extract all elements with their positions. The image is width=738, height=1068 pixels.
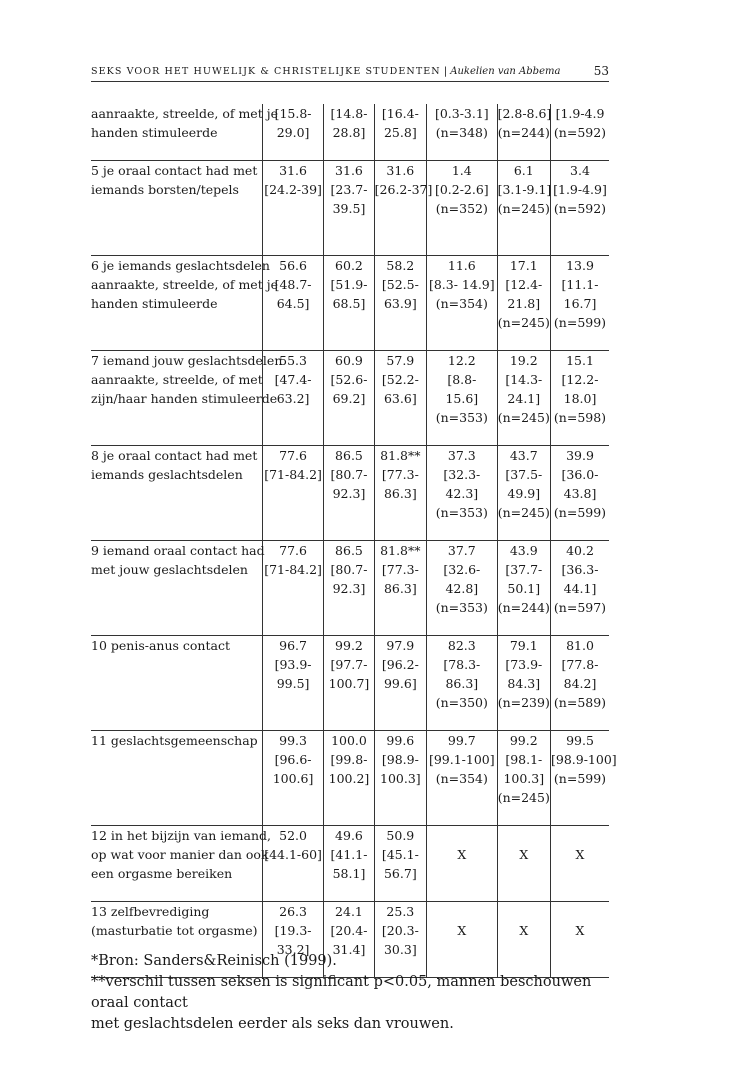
cell-line: 99.6] <box>383 675 417 691</box>
cell-line: (n=599) <box>553 770 607 786</box>
cell-ref-women <box>497 160 550 255</box>
cell-ref-women <box>497 540 550 635</box>
cell-line: [36.0- <box>561 466 599 482</box>
cell-line: 24.1] <box>507 390 541 406</box>
cell-line: 12.2 <box>447 352 476 368</box>
cell-line: 82.3 <box>447 637 476 653</box>
cell-men <box>262 540 323 635</box>
cell-line: [45.1- <box>381 846 419 862</box>
cell-women <box>324 825 374 901</box>
cell-line: [15.8- <box>274 106 312 121</box>
cell-line: (n=354) <box>435 770 488 786</box>
table-row <box>91 350 609 445</box>
cell-line <box>551 826 609 845</box>
cell-line: 69.2] <box>332 390 366 406</box>
cell-line: 57.9 <box>386 352 415 368</box>
footnote-significance-line-2: met geslachtsdelen eerder als seks dan vrouwen. <box>91 1016 454 1032</box>
cell-line: 81.8** <box>380 447 421 463</box>
cell-line: 18.0] <box>563 390 597 406</box>
cell-line: 1.4 <box>451 162 472 178</box>
cell-line: 99.7 <box>447 732 476 748</box>
table-row <box>91 635 609 730</box>
cell-line: [93.9- <box>274 656 312 672</box>
author-name: Aukelien van Abbema <box>450 66 561 77</box>
cell-women <box>324 730 374 825</box>
cell-line: [78.3- <box>443 656 481 672</box>
cell-line: [0.3-3.1] <box>434 106 489 121</box>
row-label-line: 10 penis-anus contact <box>91 637 230 653</box>
cell-line: [51.9- <box>330 276 368 292</box>
cell-line: 40.2 <box>566 542 594 558</box>
cell-line: 58.1] <box>332 865 366 881</box>
cell-total <box>374 825 426 901</box>
cell-line: [71-84.2] <box>264 561 322 577</box>
cell-line: 21.8] <box>507 295 541 311</box>
cell-total <box>374 635 426 730</box>
cell-line: (n=245) <box>497 789 550 805</box>
row-label-line: aanraakte, streelde, of met je <box>91 276 278 292</box>
cell-line: (n=354) <box>435 295 488 311</box>
cell-line: 25.8] <box>383 125 417 140</box>
cell-line: 16.7] <box>563 295 597 311</box>
cell-line: [11.1- <box>561 276 599 292</box>
cell-line: [37.7- <box>505 561 543 577</box>
cell-ref-women <box>497 825 550 901</box>
cell-line: (n=348) <box>435 125 488 140</box>
cell-line: 50.9 <box>386 827 415 843</box>
cell-line: (n=592) <box>553 200 607 216</box>
cell-line: [98.1- <box>505 751 543 767</box>
cell-line: 92.3] <box>332 485 366 501</box>
cell-line: [37.5- <box>505 466 543 482</box>
cell-ref-total <box>550 255 609 350</box>
cell-ref-women <box>497 445 550 540</box>
cell-line <box>427 902 497 921</box>
cell-women <box>324 104 374 160</box>
cell-line: 43.7 <box>509 447 538 463</box>
cell-line: 97.9 <box>386 637 415 653</box>
cell-line: 30.3] <box>383 941 417 957</box>
cell-line: X <box>457 846 467 862</box>
cell-ref-total <box>550 825 609 901</box>
cell-total <box>374 730 426 825</box>
cell-line: 49.9] <box>507 485 541 501</box>
row-label-line: 9 iemand oraal contact had <box>91 542 265 558</box>
cell-ref-total <box>550 730 617 825</box>
row-label <box>91 825 271 901</box>
cell-line: X <box>519 846 529 862</box>
cell-men <box>262 160 323 255</box>
row-label <box>91 255 278 350</box>
cell-line: X <box>575 846 585 862</box>
cell-line: 43.9 <box>509 542 538 558</box>
cell-line: 60.2 <box>335 257 363 273</box>
cell-line: 96.7 <box>279 637 307 653</box>
cell-line: 81.0 <box>566 637 594 653</box>
cell-line: [12.2- <box>561 371 599 387</box>
cell-line: 86.3] <box>445 675 479 691</box>
cell-line: 99.3 <box>279 732 307 748</box>
cell-line: (n=245) <box>497 409 550 425</box>
cell-line: [71-84.2] <box>264 466 322 482</box>
cell-line: 28.8] <box>332 125 366 140</box>
cell-line: [52.2- <box>381 371 419 387</box>
cell-ref-men <box>427 825 498 901</box>
cell-line: 68.5] <box>332 295 366 311</box>
cell-line: [8.8- <box>447 371 477 387</box>
cell-line: [77.3- <box>381 561 419 577</box>
table-row <box>91 255 609 350</box>
cell-total <box>374 104 426 160</box>
cell-line: [12.4- <box>505 276 543 292</box>
cell-ref-men <box>427 160 498 255</box>
cell-ref-total <box>550 445 609 540</box>
cell-total <box>374 160 433 255</box>
cell-line: 63.2] <box>276 390 310 406</box>
cell-line: [48.7- <box>274 276 312 292</box>
cell-line: 100.3] <box>503 770 545 786</box>
cell-line: (n=598) <box>553 409 607 425</box>
cell-line: 79.1 <box>509 637 538 653</box>
row-label-line: een orgasme bereiken <box>91 865 233 881</box>
cell-line: 42.3] <box>445 485 479 501</box>
cell-line: 100.7] <box>328 675 370 691</box>
cell-women <box>324 160 374 255</box>
row-label-line: zijn/haar handen stimuleerde <box>91 390 278 406</box>
cell-line: 55.3 <box>279 352 307 368</box>
table-row <box>91 160 609 255</box>
cell-ref-women <box>497 730 550 825</box>
cell-line: 99.2 <box>335 637 363 653</box>
cell-line: [1.9-4.9] <box>553 181 607 197</box>
cell-line: [2.8-8.6] <box>497 106 552 121</box>
cell-line: 25.3 <box>386 903 415 919</box>
cell-line: 58.2 <box>386 257 415 273</box>
cell-line: X <box>575 922 585 938</box>
cell-line: [0.2-2.6] <box>434 181 489 197</box>
cell-line: 24.1 <box>335 903 363 919</box>
cell-ref-women <box>497 104 550 160</box>
row-label-line: 8 je oraal contact had met <box>91 447 258 463</box>
cell-line: 77.6 <box>279 447 307 463</box>
cell-line: [80.7- <box>330 466 368 482</box>
cell-line: [73.9- <box>505 656 543 672</box>
cell-line: 99.5] <box>276 675 310 691</box>
table-body <box>91 104 617 977</box>
cell-line: (n=352) <box>435 200 488 216</box>
row-label-line: 11 geslachtsgemeenschap <box>91 732 258 748</box>
table-row <box>91 540 609 635</box>
cell-ref-women <box>497 255 550 350</box>
cell-line: 31.6 <box>386 162 415 178</box>
cell-line <box>427 826 497 845</box>
cell-line: 84.3] <box>507 675 541 691</box>
cell-men <box>262 635 323 730</box>
cell-line: 81.8** <box>380 542 421 558</box>
cell-line: (n=353) <box>435 599 488 615</box>
cell-line: 33.2] <box>276 941 310 957</box>
cell-line: (n=245) <box>497 200 550 216</box>
cell-ref-men <box>427 730 498 825</box>
row-label <box>91 160 262 255</box>
cell-ref-women <box>497 635 550 730</box>
cell-line: 31.6 <box>279 162 307 178</box>
cell-line: (n=245) <box>497 504 550 520</box>
cell-line: [20.4- <box>330 922 368 938</box>
cell-line: 100.6] <box>272 770 314 786</box>
cell-line: [14.3- <box>505 371 543 387</box>
row-label-line: op wat voor manier dan ook <box>91 846 269 862</box>
row-label-line: aanraakte, streelde, of met je <box>91 106 278 121</box>
table-row <box>91 104 609 160</box>
page-number: 53 <box>593 64 609 78</box>
cell-men <box>262 445 323 540</box>
cell-line: 15.1 <box>566 352 594 368</box>
cell-total <box>374 540 426 635</box>
cell-line: (n=597) <box>553 599 607 615</box>
cell-line: (n=599) <box>553 504 607 520</box>
cell-line: [32.3- <box>443 466 481 482</box>
cell-total <box>374 445 426 540</box>
cell-line: 6.1 <box>513 162 534 178</box>
cell-line: [96.2- <box>381 656 419 672</box>
cell-line: 3.4 <box>570 162 590 178</box>
cell-line: [26.2-37] <box>374 181 433 197</box>
cell-line: 15.6] <box>445 390 479 406</box>
footnote-source: *Bron: Sanders&Reinisch (1999). <box>91 953 337 969</box>
cell-women <box>324 255 374 350</box>
cell-line: 86.3] <box>383 485 417 501</box>
cell-line: X <box>519 922 529 938</box>
cell-men <box>262 730 323 825</box>
cell-line: [97.7- <box>330 656 368 672</box>
table-row <box>91 730 609 825</box>
cell-line: 17.1 <box>509 257 538 273</box>
cell-line: (n=353) <box>435 504 488 520</box>
row-label-line: 5 je oraal contact had met <box>91 162 258 178</box>
row-label-line: 13 zelfbevrediging <box>91 903 210 919</box>
cell-ref-total <box>550 350 609 445</box>
cell-ref-men <box>427 540 498 635</box>
cell-line: [8.3- 14.9] <box>428 276 495 292</box>
cell-line: 77.6 <box>279 542 307 558</box>
row-label <box>91 540 265 635</box>
row-label <box>91 445 262 540</box>
cell-ref-total <box>550 160 609 255</box>
row-label-line: aanraakte, streelde, of met <box>91 371 263 387</box>
cell-line: (n=589) <box>553 694 607 710</box>
cell-line: (n=245) <box>497 314 550 330</box>
cell-line: 39.5] <box>332 200 366 216</box>
cell-line: 13.9 <box>566 257 594 273</box>
row-label-line: 7 iemand jouw geslachtsdelen <box>91 352 283 368</box>
cell-men <box>262 825 323 901</box>
cell-line: 99.6 <box>386 732 415 748</box>
row-label-line: 6 je iemands geslachtsdelen <box>91 257 270 273</box>
cell-line: [98.9- <box>381 751 419 767</box>
cell-line: 26.3 <box>279 903 307 919</box>
cell-line: [1.9-4.9 <box>555 106 605 121</box>
cell-total <box>374 350 426 445</box>
cell-line: 56.7] <box>383 865 417 881</box>
cell-line: (n=353) <box>435 409 488 425</box>
cell-line <box>498 826 550 845</box>
cell-ref-men <box>427 350 498 445</box>
row-label-line: handen stimuleerde <box>91 125 218 140</box>
cell-line: [77.8- <box>561 656 599 672</box>
header-separator: | <box>443 65 448 77</box>
cell-line: [52.6- <box>330 371 368 387</box>
cell-line: [14.8- <box>330 106 368 121</box>
cell-line: [52.5- <box>381 276 419 292</box>
cell-ref-women <box>497 350 550 445</box>
cell-line: [99.8- <box>330 751 368 767</box>
cell-ref-total <box>550 104 609 160</box>
cell-line: [3.1-9.1] <box>497 181 552 197</box>
cell-line: 52.0 <box>279 827 307 843</box>
cell-line: 37.3 <box>447 447 476 463</box>
row-label-line: 12 in het bijzijn van iemand, <box>91 827 271 843</box>
cell-line: 31.4] <box>332 941 366 957</box>
cell-line: [98.9-100] <box>550 751 617 767</box>
cell-line: 44.1] <box>563 580 597 596</box>
cell-total <box>374 255 426 350</box>
row-label <box>91 635 262 730</box>
cell-line: [16.4- <box>381 106 419 121</box>
cell-line: (n=599) <box>553 314 607 330</box>
cell-line: 100.3] <box>380 770 421 786</box>
cell-line: 99.2 <box>509 732 538 748</box>
cell-line: 37.7 <box>447 542 476 558</box>
cell-line: [23.7- <box>330 181 368 197</box>
cell-line: 84.2] <box>563 675 597 691</box>
cell-line: (n=244) <box>497 599 550 615</box>
cell-ref-men <box>427 104 498 160</box>
results-table <box>91 104 617 978</box>
cell-line: [20.3- <box>381 922 419 938</box>
footnotes <box>91 951 621 1035</box>
cell-line: [36.3- <box>561 561 599 577</box>
cell-line: X <box>457 922 467 938</box>
header-rule <box>91 81 609 82</box>
cell-line: 43.8] <box>563 485 597 501</box>
cell-line: [47.4- <box>274 371 312 387</box>
cell-line: 11.6 <box>447 257 476 273</box>
cell-line: 86.5 <box>335 542 363 558</box>
cell-line: 92.3] <box>332 580 366 596</box>
cell-line: 99.5 <box>566 732 594 748</box>
footnote-significance-line-1: **verschil tussen seksen is significant p<0.05, mannen beschouwen oraal contact <box>91 974 592 1011</box>
cell-ref-total <box>550 635 609 730</box>
cell-line: [41.1- <box>330 846 368 862</box>
cell-line: [99.1-100] <box>428 751 495 767</box>
cell-line: 50.1] <box>507 580 541 596</box>
cell-line: 19.2 <box>509 352 538 368</box>
cell-line: [19.3- <box>274 922 312 938</box>
cell-line: (n=244) <box>497 125 550 140</box>
cell-line: 100.2] <box>328 770 370 786</box>
cell-line: [44.1-60] <box>264 846 322 862</box>
cell-line: 29.0] <box>276 125 310 140</box>
cell-line <box>551 902 609 921</box>
cell-line: 64.5] <box>276 295 310 311</box>
cell-ref-men <box>427 445 498 540</box>
row-label <box>91 350 283 445</box>
row-label-line: met jouw geslachtsdelen <box>91 561 248 577</box>
cell-line: [24.2-39] <box>264 181 322 197</box>
cell-ref-total <box>550 540 609 635</box>
row-label-line: iemands borsten/tepels <box>91 181 239 197</box>
running-header <box>91 64 609 79</box>
cell-women <box>324 445 374 540</box>
cell-women <box>324 635 374 730</box>
cell-line: 39.9 <box>566 447 594 463</box>
cell-line: 100.0 <box>331 732 367 748</box>
cell-women <box>324 350 374 445</box>
cell-line: [96.6- <box>274 751 312 767</box>
cell-line: 86.5 <box>335 447 363 463</box>
cell-line <box>498 902 550 921</box>
cell-line: 49.6 <box>335 827 363 843</box>
cell-line: 56.6 <box>279 257 307 273</box>
table-row <box>91 825 609 901</box>
cell-line: (n=350) <box>435 694 488 710</box>
row-label-line: (masturbatie tot orgasme) <box>91 922 258 938</box>
cell-line: 63.9] <box>383 295 417 311</box>
running-title: SEKS VOOR HET HUWELIJK & CHRISTELIJKE STUDENTEN <box>91 66 441 77</box>
cell-line: [80.7- <box>330 561 368 577</box>
cell-line: (n=592) <box>553 125 607 140</box>
cell-line: 42.8] <box>445 580 479 596</box>
cell-ref-men <box>427 635 498 730</box>
cell-line: 60.9 <box>335 352 363 368</box>
row-label-line: handen stimuleerde <box>91 295 218 311</box>
cell-men <box>262 255 323 350</box>
cell-line: 63.6] <box>383 390 417 406</box>
row-label <box>91 730 262 825</box>
row-label <box>91 104 278 160</box>
cell-line: 31.6 <box>335 162 363 178</box>
cell-line: [77.3- <box>381 466 419 482</box>
cell-line: [32.6- <box>443 561 481 577</box>
row-label-line: iemands geslachtsdelen <box>91 466 243 482</box>
table-row <box>91 445 609 540</box>
cell-line: (n=239) <box>497 694 550 710</box>
cell-women <box>324 540 374 635</box>
cell-line: 86.3] <box>383 580 417 596</box>
cell-ref-men <box>427 255 498 350</box>
